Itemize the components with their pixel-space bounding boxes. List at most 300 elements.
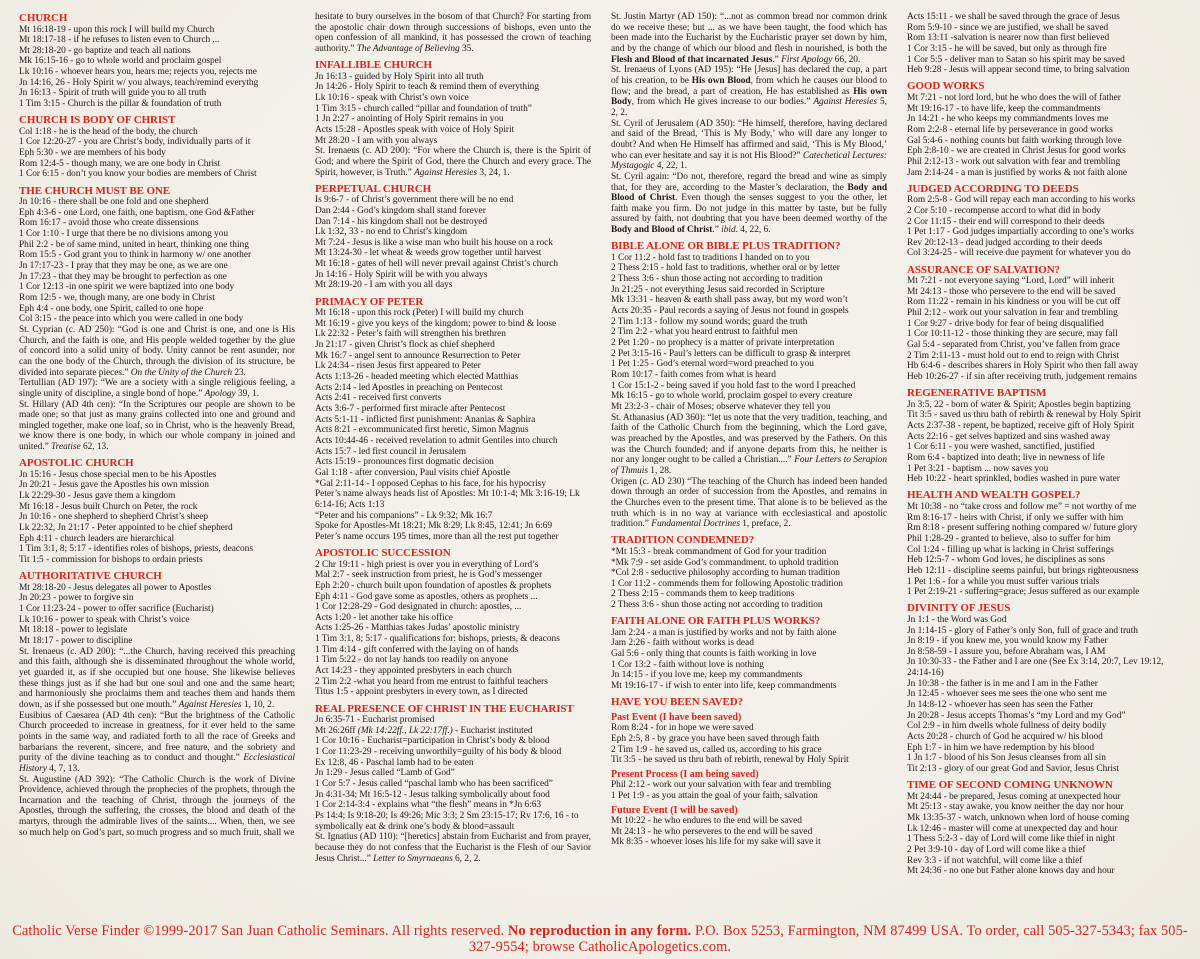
verse-entry: *Mk 7:9 - set aside God’s commandment. to uphold tradition [611,557,839,568]
verse-entry: Jn 20:23 - power to forgive sin [19,593,134,604]
verse-entry: Gal 5:4 - separated from Christ, you’ve fallen from grace [907,340,1120,351]
verse-entry: Mt 28:18-20 - Jesus delegates all power to Apostles [19,582,212,593]
citation-source-text: On the Unity of the Church [130,367,232,378]
body-text: 1, 10, 2. [241,699,275,710]
verse-entry: Heb 10:26-27 - if sin after receiving truth, judgement remains [907,372,1137,383]
verse-entry: 1 Pet 1:6 - for a while you must suffer various trials [907,576,1100,587]
verse-entry: Acts 20:35 - Paul records a saying of Jesus not found in gospels [611,306,849,317]
citation-source-text: Against Heresies [813,97,878,108]
verse-entry: 1 Cor 10:16 - Eucharist=participation in Christ’s body & blood [315,736,550,747]
verse-entry: Rom 2:2-8 - eternal life by perseverance in good works [907,124,1113,135]
verse-entry: Col 3:24-25 - will receive due payment for whatever you do [907,248,1131,259]
verse-entry: Rev 3:3 - if not watchful, will come like a thief [907,855,1083,866]
verse-entry: Eph 2:20 - church built upon foundation of apostles & prophets [315,580,552,591]
verse-entry: 1 Cor 12:28-29 - God designated in church: apostles, ... [315,602,522,613]
body-text: St. Irenaeus (c. AD 200): “For where the Church is, there is the Spirit of God; and where the Spirit of God, there the Church and every grace. The Spirit, however, is Truth.” [315,146,591,178]
quote-paragraph [19,775,295,839]
column-3 [611,12,887,848]
verse-entry: Acts 20:28 - church of God he acquired w/ his blood [907,732,1103,743]
verse-entry: Jn 14:26 - Holy Spirit to teach & remind them of everything [315,82,539,93]
section-heading: REGENERATIVE BAPTISM [907,387,1047,400]
verse-entry: 2 Tim 1:13 - follow my sound words; guard the truth [611,316,808,327]
verse-entry: Mt 16:18-19 - upon this rock I will build my Church [19,24,215,35]
verse-entry: Mt 16:18 - gates of hell will never prevail against Christ’s church [315,259,558,270]
section-heading: HAVE YOU BEEN SAVED? [611,696,743,709]
body-text: , from which he causes our blood to flow; and the bread, a part of creation, He has established as [611,75,887,97]
verse-entry: 1 Pet 2:19-21 - suffering=grace; Jesus suffered as our example [907,587,1140,598]
body-text: St. Irenaeus of Lyons (AD 195): “He [Jesus] has declared the cup, a part of his creation, to be [611,65,887,86]
verse-entry: Lk 22:32 - Peter’s faith will strengthen his brethren [315,329,506,340]
verse-entry: Acts 1:13-26 - headed meeting which elected Matthias [315,372,519,383]
verse-entry: Acts 1:20 - let another take his office [315,612,453,623]
verse-entry: Jn 14:21 - he who keeps my commandments loves me [907,114,1109,125]
body-text: St. Athanasius (AD 360): “let us note that the very tradition, teaching, and faith of the Catholic Church from the beginning, which the Lord gave, was preached by the Apostles, and was preserved by the Fathers. On this was the Church founded; and if anyone departs from this, he neither is nor any longer ought to be called a Christian....” [611,412,887,466]
verse-entry: Spoke for Apostles-Mt 18:21; Mk 8:29; Lk 8:45, 12:41; Jn 6:69 [315,521,552,532]
verse-entry: 1 Tim 5:22 - do not lay hands too readily on anyone [315,655,508,666]
verse-entry: Phil 2:12 - work out your salvation with fear and trembling [611,780,832,791]
verse-entry: *Gal 2:11-14 - I opposed Cephas to his face, for his hypocrisy [315,478,547,489]
verse-entry: Dan 2:44 - God’s kingdom shall stand forever [315,205,486,216]
citation-source-text: Treatise [51,442,81,453]
verse-entry: *Mt 15:3 - break commandment of God for your tradition [611,546,827,557]
verse-entry: Mk 16:15-16 - go to whole world and proclaim gospel [19,56,222,67]
body-text: 1, preface, 2. [739,519,791,530]
verse-entry: Mt 28:18-20 - go baptize and teach all nations [19,45,191,56]
verse-entry: Col 3:15 - the peace into which you were called in one body [19,314,244,325]
column-1 [19,12,295,838]
verse-entry: 1 Jn 2:27 - anointing of Holy Spirit remains in you [315,114,504,125]
verse-entry: Eph 5:30 - we are members of his body [19,148,166,159]
body-text: St. Cyprian (c. AD 250): “God is one and Christ is one, and one is His Church, and the faith is one, and His people welded together by the glue of concord into a solid unity of body. Unity cannot be rent asunder, nor can the one body of the Church, through the division of its structure, be divided into separate pieces.” [19,324,295,378]
verse-entry: 2 Thess 2:15 - commands them to keep traditions [611,589,795,600]
section-heading: APOSTOLIC CHURCH [19,457,134,470]
verse-entry: 2 Tim 2:2 -what you heard from me entrust to faithful teachers [315,676,548,687]
verse-entry: Mt 24:44 - be prepared, Jesus coming at unexpected hour [907,791,1121,802]
section-heading: APOSTOLIC SUCCESSION [315,547,451,560]
citation-source-text: Against Heresies [178,699,242,710]
verse-entry: Mk 8:35 - whoever loses his life for my sake will save it [611,837,821,848]
verse-entry: Mt 7:24 - Jesus is like a wise man who built his house on a rock [315,237,553,248]
quote-paragraph [611,172,887,236]
verse-entry: Phil 1:28-29 - granted to believe, also to suffer for him [907,533,1111,544]
section-heading: DIVINITY OF JESUS [907,602,1011,615]
verse-entry: Tit 2:13 - glory of our great God and Savior, Jesus Christ [907,764,1120,775]
section-heading: PRIMACY OF PETER [315,295,424,308]
verse-entry: Eph 4:3-6 - one Lord, one faith, one baptism, one God &Father [19,207,255,218]
body-text: 35. [459,43,474,54]
verse-entry: Jn 16:13 - guided by Holy Spirit into all truth [315,71,484,82]
body-text: 5, 2, 2. [611,97,887,118]
verse-entry: 2 Pet 3:15-16 - Paul’s letters can be difficult to grasp & interpret [611,348,851,359]
verse-entry: Mk 16:15 - go to whole world, proclaim gospel to every creature [611,391,853,402]
verse-entry: Jn 10:16 - one shepherd to shepherd Christ’s sheep [19,512,209,523]
verse-entry: Mt 13:24-30 - let wheat & weeds grow together until harvest [315,248,542,259]
verse-entry: Mk 16:7 - angel sent to announce Resurrection to Peter [315,350,521,361]
verse-entry: Jn 3:5, 22 - born of water & Spirit; Apostles begin baptizing [907,399,1131,410]
verse-entry: Mt 10:38 - no “take cross and follow me” = not worthy of me [907,501,1137,512]
verse-entry: Jn 6:35-71 - Eucharist promised [315,715,435,726]
verse-entry: Mt 16:18 - upon this rock (Peter) I will build my church [315,308,524,319]
citation-source-text: Ecclesiastical History [19,753,295,774]
verse-entry: Col 1:24 - filling up what is lacking in Christ sufferings [907,544,1114,555]
subsection-heading: Present Process (I am being saved) [611,768,759,780]
verse-entry: Mt 19:16-17 - if wish to enter into life, keep commandments [611,681,837,692]
section-heading: CHURCH [19,12,68,24]
citation-source-text: (Mk 14:22ff., Lk 22:17ff.) [357,725,453,736]
verse-entry: Ex 12:8, 46 - Paschal lamb had to be eaten [315,757,474,768]
verse-entry: 1 Cor 3:15 - he will be saved, but only as through fire [907,43,1107,54]
verse-entry: Jn 17:17-23 - I pray that they may be one, as we are one [19,260,228,271]
body-text: .” [772,54,782,65]
verse-entry: Heb 9:28 - Jesus will appear second time, to bring salvation [907,65,1130,76]
verse-entry: Heb 12:11 - discipline seems painful, but brings righteousness [907,565,1139,576]
body-text: 1, 28. [647,465,672,476]
verse-entry: Lk 1:32, 33 - no end to Christ’s kingdom [315,227,468,238]
verse-entry: Acts 15:7 - led first council in Jerusalem [315,446,467,457]
verse-entry: Jn 10:38 - the father is in me and I am in the Father [907,678,1098,689]
verse-entry: Jn 12:45 - whoever sees me sees the one who sent me [907,689,1107,700]
verse-entry: 2 Thess 2:15 - hold fast to traditions, whether oral or by letter [611,263,840,274]
verse-entry: Jn 21:17 - given Christ’s flock as chief shepherd [315,340,495,351]
section-heading: HEALTH AND WEALTH GOSPEL? [907,489,1081,502]
verse-entry: Mal 2:7 - seek instruction from priest, he is God’s messenger [315,570,543,581]
verse-entry: Jn 8:58-59 - I assure you, before Abraham was, I AM [907,646,1106,657]
body-text: St. Ignatius (AD 110): “[heretics] abstain from Eucharist and from prayer, because they do not confess that the Eucharist is the Flesh of our Savior Jesus Christ...” [315,832,591,864]
body-text: hesitate to bury ourselves in the bosom of that Church? For starting from the apostolic chair down through successions of bishops, even unto the open confession of all mankind, it has possessed the crown of teaching authority.” [315,12,591,54]
emphasized-text: His own Body [611,86,887,108]
verse-entry: Jn 20:28 - Jesus accepts Thomas’s “my Lord and my God” [907,710,1126,721]
body-text: 66, 20. [832,54,861,65]
verse-entry: Eph 4:11 - church leaders are hierarchical [19,533,175,544]
verse-entry: Acts 8:21 - excommunicated first heretic, Simon Magnus [315,425,529,436]
section-heading: AUTHORITATIVE CHURCH [19,570,162,583]
verse-entry: Heb 12:5-7 - whom God loves, he disciplines as sons [907,555,1105,566]
verse-entry: Mt 19:16-17 - to have life, keep the commandments [907,103,1101,114]
citation-source-text: The Advantage of Believing [356,43,460,54]
verse-entry: Lk 12:46 - master will come at unexpected day and hour [907,823,1118,834]
verse-entry: Rm 8:18 - present suffering nothing compared w/ future glory [907,523,1138,534]
quote-paragraph [19,647,295,711]
verse-entry: Lk 10:16 - speak with Christ’s own voice [315,92,469,103]
verse-entry: Acts 1:25-26 - Matthias takes Judas’ apostolic ministry [315,623,520,634]
verse-entry: Col 1:18 - he is the head of the body, the church [19,126,198,137]
verse-entry: 2 Tim 1:9 - he saved us, called us, according to his grace [611,744,822,755]
verse-entry: Eph 4:11 - God gave some as apostles, others as prophets ... [315,591,538,602]
verse-entry: Jn 15:16 - Jesus chose special men to be his Apostles [19,469,217,480]
verse-entry: Lk 22:29-30 - Jesus gave them a kingdom [19,491,176,502]
verse-entry: Rom 8:24 - for in hope we were saved [611,723,754,734]
column-4 [907,12,1183,877]
citation-source-text: Apology [204,388,236,399]
verse-entry: Rev 20:12-13 - dead judged according to their deeds [907,237,1103,248]
verse-entry: 1 Pet 1:17 - God judges impartially according to one’s works [907,227,1134,238]
verse-entry: Lk 10:16 - power to speak with Christ’s voice [19,614,190,625]
section-heading: BIBLE ALONE OR BIBLE PLUS TRADITION? [611,240,841,253]
verse-entry: Jam 2:24 - a man is justified by works and not by faith alone [611,627,837,638]
verse-entry: Lk 22:32, Jn 21:17 - Peter appointed to be chief shepherd [19,523,233,534]
verse-entry: Jn 1:14-15 - glory of Father’s only Son, full of grace and truth [907,625,1138,636]
verse-entry: 2 Pet 3:9-10 - day of Lord will come like a thief [907,844,1086,855]
verse-entry: Rm 8:16-17 - heirs with Christ, if only we suffer with him [907,512,1124,523]
verse-entry: 1 Jn 1:7 - blood of his Son Jesus cleanses from all sin [907,753,1106,764]
body-text: 62, 13. [80,442,109,453]
verse-entry: Rom 12:4-5 - though many, we are one body in Christ [19,158,221,169]
verse-entry: 1 Pet 3:21 - baptism ... now saves you [907,463,1049,474]
quote-paragraph [611,12,887,65]
verse-entry: 2 Tim 2:11-13 - must hold out to end to reign with Christ [907,350,1120,361]
body-text: St. Hillary (AD 4th cen): “In the Scriptures our people are shown to be made one; so that just as many grains collected into one and ground and mingled together, make one loaf, so in Christ, who is the heavenly Bread, we know there is one body, in which our whole company in joined and united.” [19,399,295,453]
verse-entry: 1 Tim 3:1, 8; 5:17 - qualifications for: bishops, priests, & deacons [315,634,560,645]
section-heading: REAL PRESENCE OF CHRIST IN THE EUCHARIST [315,702,574,715]
verse-entry: Lk 24:34 - risen Jesus first appeared to Peter [315,361,481,372]
verse-entry: 1 Tim 4:14 - gift conferred with the laying on of hands [315,644,519,655]
citation-source-text: Four Letters to Serapion of Thmuis [611,455,887,476]
section-heading: CHURCH IS BODY OF CHRIST [19,114,176,127]
verse-entry: Jn 17:23 - that they may be brought to perfection as one [19,271,227,282]
verse-entry: Rom 6:4 - baptized into death; live in newness of life [907,452,1105,463]
column-2 [315,12,591,864]
subsection-heading: Future Event (I will be saved) [611,804,738,816]
verse-entry: Mt 28:19-20 - I am with you all days [315,280,453,291]
verse-entry: 1 Tim 3:1, 8; 5:17 - identifies roles of bishops, priests, deacons [19,544,253,555]
citation-source-text: First Apology [781,54,833,65]
verse-entry: Mt 18:17 - power to discipline [19,635,133,646]
verse-entry: 1 Cor 13:2 - faith without love is nothing [611,659,764,670]
quote-paragraph [19,378,295,399]
body-text: 4, 22, 1. [654,161,687,172]
verse-entry: Mt 25:13 - stay awake, you know neither the day nor hour [907,802,1124,813]
citation-source-text: ibid [721,225,736,236]
verse-entry: 1 Cor 6:11 - you were washed, sanctified, justified [907,442,1095,453]
verse-entry: 2 Tim 2:2 - what you heard entrust to faithful men [611,327,798,338]
verse-entry: Dan 7:14 - his kingdom shall not be destroyed [315,216,488,227]
verse-entry: Rom 11:22 - remain in his kindness or you will be cut off [907,297,1121,308]
verse-entry: Rom 2:5-8 - God will repay each man according to his works [907,195,1136,206]
section-heading: FAITH ALONE OR FAITH PLUS WORKS? [611,615,821,628]
quote-paragraph [19,325,295,378]
quote-paragraph [315,832,591,864]
verse-entry: Jn 4:31-34; Mt 16:5-12 - Jesus talking symbolically about food [315,789,550,800]
quote-paragraph [611,413,887,477]
verse-entry: Phil 2:12 - work out your salvation in fear and trembling [907,308,1118,319]
verse-entry: *Col 2:8 - seductive philosophy according to human tradition [611,568,840,579]
citation-source-text: Catechetical Lectures: Mystagogic [611,150,888,172]
verse-entry: Jn 10:30-33 - the Father and I are one (See Ex 3:14, 20:7, Lev 19:12, 24:14-16) [907,657,1164,679]
verse-entry: 1 Cor 9:27 - drive body for fear of being disqualified [907,318,1104,329]
body-text: . Even though the senses suggest to you the other, let faith make you firm. Do not judge in this matter by taste, but be fully assured by faith, not doubting that you have been deemed worthy of the [611,193,887,225]
verse-entry: Mk 13:31 - heaven & earth shall pass away, but my word won’t [611,295,848,306]
verse-entry: Jn 14:16 - Holy Spirit will be with you always [315,269,488,280]
verse-entry: Titus 1:5 - appoint presbyters in every town, as I directed [315,687,528,698]
verse-entry: Col 2:9 - in him dwells whole fullness of deity bodily [907,721,1107,732]
section-heading: JUDGED ACCORDING TO DEEDS [907,182,1079,195]
verse-entry: 1 Cor 11:23-29 - receiving unworthily=guilty of his body & blood [315,747,562,758]
section-heading: TRADITION CONDEMNED? [611,534,755,547]
verse-entry: 2 Thess 3:6 - shun those acting not according to tradition [611,274,823,285]
verse-entry: 1 Cor 5:7 - Jesus called “paschal lamb who has been sacrificed” [315,779,553,789]
verse-entry: Mt 28:20 - I am with you always [315,135,438,146]
body-text: Eusibius of Caesarea (AD 4th cen): “But the brightness of the Catholic Church proceeded to increase in greatness, for it ever held to the same points in the same way, and radiated forth to all the race of Greeks and barbarians the reverent, sincere, and free nature, and the sobriety and purity of the divine teaching as to conduct and thought.” [19,710,295,764]
verse-entry: Mt 16:18 - Jesus built Church on Peter, the rock [19,501,198,512]
verse-entry: 1 Cor 12:20-27 - you are Christ’s body, individually parts of it [19,137,251,148]
body-text: St. Augustine (AD 392): “The Catholic Church is the work of Divine Providence, achieved through the prophecies of the prophets, through the Incarnation and the teaching of Christ, through the journeys of the Apostles, through the suffering, the crosses, the blood and death of the martyrs, through the admirable lives of the saints.... When, then, we see so much help on God’s part, so much progress and so much fruit, shall we [19,774,295,838]
verse-entry: 1 Thess 5:2-3 - day of Lord will come like thief in night [907,834,1115,845]
verse-entry: Acts 15:11 - we shall be saved through the grace of Jesus [907,12,1120,22]
verse-entry: Gal 5:6 - only thing that counts is faith working in love [611,649,817,660]
verse-entry: Tit 3:5 - he saved us thru bath of rebirth, renewal by Holy Spirit [611,755,849,766]
verse-entry: Eph 2:5, 8 - by grace you have been saved through faith [611,733,820,744]
verse-entry: Jam 2:14-24 - a man is justified by works & not faith alone [907,167,1128,178]
verse-entry: 1 Cor 12:13 -in one spirit we were baptized into one body [19,282,235,293]
columns-container [19,12,1185,877]
verse-entry: Heb 10:22 - heart sprinkled, bodies washed in pure water [907,474,1120,485]
verse-entry: 1 Cor 5:5 - deliver man to Satan so his spirit may be saved [907,54,1125,65]
section-heading: ASSURANCE OF SALVATION? [907,263,1060,276]
verse-entry: Peter’s name always heads list of Apostles: Mt 10:1-4; Mk 3:16-19; Lk 6:14-16; Acts 1:13 [315,489,580,510]
verse-entry: Tit 1:5 - commission for bishops to ordain priests [19,555,203,566]
verse-entry: Acts 15:19 - pronounces first dogmatic decision [315,457,494,468]
verse-entry: Jn 14:16, 26 - Holy Spirit w/ you always, teach/remind everythg [19,77,259,88]
body-text: 23. [232,367,246,378]
verse-entry: Mt 7:21 - not lord lord, but he who does the will of father [907,92,1121,103]
verse-entry: Jn 14:8-12 - whoever has seen has seen the Father [907,700,1094,711]
verse-entry: Rom 12:5 - we, though many, are one body in Christ [19,292,215,303]
verse-entry: 1 Cor 10:11-12 - those thinking they are secure, may fall [907,329,1118,340]
verse-entry: Mt 18:18 - power to legislate [19,625,128,636]
verse-entry: 2 Thess 3:6 - shun those acting not according to tradition [611,600,823,611]
verse-entry: Mk 13:35-37 - watch, unknown when lord of house coming [907,813,1130,823]
body-text: Origen (c. AD 230) “The teaching of the Church has indeed been handed down through an order of succession from the Apostles, and remains in the Churches even to the present time. That alone is to be believed as the truth which is in no way at variance with ecclesiastical and apostolic tradition.” [611,476,887,530]
verse-entry: 2 Cor 5:10 - recompense accord to what did in body [907,205,1101,216]
verse-entry: 1 Cor 11:23-24 - power to offer sacrifice (Eucharist) [19,604,214,614]
section-heading: TIME OF SECOND COMING UNKNOWN [907,779,1113,792]
verse-entry: Mt 16:19 - give you keys of the kingdom; power to bind & loose [315,318,557,329]
verse-entry: Mt 24:13 - those who persevere to the end will be saved [907,286,1116,297]
body-text: - Eucharist instituted [452,725,533,736]
footer-credit [8,923,1192,955]
section-heading: PERPETUAL CHURCH [315,182,432,195]
verse-entry: Hb 6:4-6 - describes sharers in Holy Spirit who then fall away [907,361,1139,372]
verse-entry: Acts 3:6-7 - performed first miracle after Pentecost [315,404,506,414]
verse-entry: Peter’s name occurs 195 times, more than all the rest put together [315,531,559,542]
quote-paragraph [611,65,887,118]
verse-entry: Act 14:23 - they appointed presbyters in each church [315,666,512,677]
verse-entry: Acts 5:1-11 - inflicted first punishment: Ananias & Saphira [315,414,536,425]
verse-entry: 1 Cor 2:14-3:4 - explains what “the flesh” means in *Jn 6:63 [315,800,542,811]
body-text: St. Cyril of Jerusalem (AD 350): “He himself, therefore, having declared and said of the Bread, ‘This is My Body,’ who will dare any longer to doubt? And when He Himself has affirmed and said, ‘This is My Blood,’ who can ever hesitate and say it is not His Blood?” [611,118,887,161]
verse-entry: 2 Pet 1:20 - no prophecy is a matter of private interpretation [611,338,835,349]
body-text: 4, 7, 13. [46,763,80,774]
section-heading: INFALLIBLE CHURCH [315,59,432,72]
verse-entry: Acts 10:44-46 - received revelation to admit Gentiles into church [315,435,558,446]
verse-entry: Jn 10:16 - there shall be one fold and one shepherd [19,197,209,208]
quote-paragraph [19,711,295,775]
verse-entry: Mt 10:22 - he who endures to the end will be saved [611,816,802,827]
verse-entry: Rom 13:11 -salvation is nearer now than first believed [907,33,1110,44]
verse-entry: Mt 18:17-18 - if he refuses to listen even to Church ... [19,35,220,46]
verse-entry: Rom 10:17 - faith comes from what is heard [611,370,776,380]
verse-entry: Acts 15:28 - Apostles speak with voice of Holy Spirit [315,124,515,135]
verse-entry: 1 Cor 11:2 - hold fast to traditions I handed on to you [611,252,810,263]
body-text: St. Cyril again: “Do not, therefore, regard the bread and wine as simply that, for they are, according to the Master’s declaration, the [611,171,887,193]
section-heading: THE CHURCH MUST BE ONE [19,184,171,197]
verse-entry: 1 Pet 1:25 - God’s eternal word=word preached to you [611,359,814,370]
verse-entry: Jam 2:26 - faith without works is dead [611,638,754,649]
quote-paragraph [611,119,887,172]
verse-entry: 1 Pet 1:9 - as you attain the goal of your faith, salvation [611,791,818,801]
subsection-heading: Past Event (I have been saved) [611,711,742,723]
verse-entry [315,726,591,737]
body-text: , from which He gives increase to our bodies.” [631,97,814,108]
verse-entry: 1 Tim 3:15 - Church is the pillar & foundation of truth [19,99,222,110]
verse-entry: Mt 23:2-3 - chair of Moses; observe whatever they tell you [611,401,831,412]
verse-entry: 1 Cor 1:10 - I urge that there be no divisions among you [19,229,229,239]
quote-paragraph [19,400,295,453]
emphasized-text: His own Blood [691,75,751,86]
verse-entry: Mt 24:36 - no one but Father alone knows day and hour [907,866,1115,877]
emphasized-text: Body and Blood of Christ [611,182,888,204]
verse-entry: Jn 16:13 - Spirit of truth will guide you to all truth [19,88,207,99]
verse-entry: Phil 2:2 - be of same mind, united in heart, thinking one thing [19,239,249,250]
section-heading: GOOD WORKS [907,80,985,93]
verse-entry: Jn 1:1 - the Word was God [907,614,1007,625]
verse-entry: Tit 3:5 - saved us thru bath of rebirth & renewal by Holy Spirit [907,410,1141,421]
verse-entry: Acts 22:16 - get selves baptized and sins washed away [907,431,1111,442]
citation-source-text: Fundamental Doctrines [651,519,740,530]
verse-entry: 2 Chr 19:11 - high priest is over you in everything of Lord’s [315,559,539,570]
citation-source-text: Letter to Smyrnaeans [373,853,453,864]
verse-entry: Rom 16:17 - avoid those who create dissensions [19,218,199,229]
footer-contact-text: P.O. Box 5253, Farmington, NM 87499 USA. To order, call 505-327-5343; fax 505-327-9554; browse CatholicApologetics.com. [468,923,1188,955]
verse-entry: Acts 2:37-38 - repent, be baptized, receive gift of Holy Spirit [907,421,1135,431]
verse-entry: Jn 20:21 - Jesus gave the Apostles his own mission [19,480,209,491]
verse-entry: Acts 2:41 - received first converts [315,393,442,404]
verse-entry: Mt 7:21 - not everyone saying “Lord, Lord” will inherit [907,276,1115,287]
verse-entry: Jn 14:15 - if you love me, keep my commandments [611,670,803,681]
quote-paragraph [315,12,591,55]
body-text: Mt 26:26ff [315,725,358,736]
body-text: 39, 1. [235,388,259,399]
verse-entry: Gal 1:18 - after conversion, Paul visits chief Apostle [315,467,510,478]
quote-paragraph [611,477,887,530]
verse-entry: Acts 2:14 - led Apostles in preaching on Pentecost [315,382,503,393]
quote-paragraph [315,146,591,178]
verse-entry: Jn 1:29 - Jesus called “Lamb of God” [315,768,455,779]
verse-entry: Eph 2:8-10 - we are created in Christ Jesus for good works [907,146,1126,157]
body-text: 3, 24, 1. [477,167,510,178]
verse-entry: Gal 5:4-6 - nothing counts but faith working through love [907,135,1122,146]
emphasized-text: Body and Blood of Christ [611,225,713,236]
verse-entry: Lk 10:16 - whoever hears you, hears me; rejects you, rejects me [19,67,257,78]
verse-entry: Jn 21:25 - not everything Jesus said recorded in Scripture [611,284,825,295]
verse-entry: Mt 24:13 - he who perseveres to the end will be saved [611,826,813,837]
body-text: St. Irenaeus (c. AD 200): “...the Church, having received this preaching and this faith, although she is disseminated throughout the whole world, yet guarded it, as if she occupied but one house. She likewise believes these things just as if she had but one soul and one and the same heart; and harmoniously she proclaims them and teaches them and hands them down, as if she possessed but one mouth.” [19,646,295,710]
body-text: . 4, 22, 6. [735,225,771,236]
footer-copyright-text: Catholic Verse Finder ©1999-2017 San Juan Catholic Seminars. All rights reserved. [12,923,508,939]
citation-source-text: Against Heresies [414,167,478,178]
verse-entry: “Peter and his companions” - Lk 9:32; Mk 16:7 [315,510,493,521]
body-text: .” [712,225,722,236]
verse-entry: Eph 4:4 - one body, one Spirit, called to one hope [19,303,204,314]
verse-entry: 1 Tim 3:15 - church called “pillar and foundation of truth” [315,103,532,114]
footer-no-reproduction-text: No reproduction in any form. [507,923,692,939]
body-text: Tertullian (AD 197): “We are a society with a single religious feeling, a single unity of discipline, a single bond of hope.” [19,378,295,399]
emphasized-text: Flesh and Blood of that incarnated Jesus [611,54,773,65]
body-text: St. Justin Martyr (AD 150): “...not as common bread nor common drink do we receive these; but ... as we have been taught, the food which has been made into the Eucharist by the Eucharistic prayer set down by him, and by the change of which our blood and flesh in nourished, is both the [611,12,887,54]
verse-entry: Jn 8:19 - if you knew me, you would know my Father [907,636,1108,647]
verse-entry: 1 Cor 6:15 - don’t you know your bodies are members of Christ [19,169,257,180]
verse-entry: Eph 1:7 - in him we have redemption by his blood [907,742,1095,753]
